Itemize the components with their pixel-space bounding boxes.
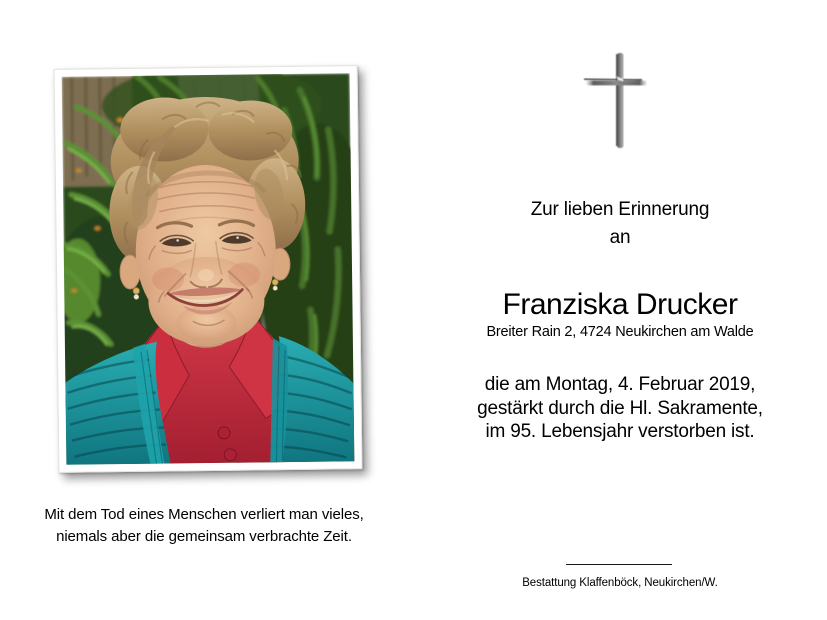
quote-line-2: niemals aber die gemeinsam verbrachte Zeit.: [56, 528, 352, 546]
death-notice: [420, 373, 820, 444]
quote-line-1: Mit dem Tod eines Menschen verliert man vieles,: [44, 506, 364, 523]
death-notice-line-1: die am Montag, 4. Februar 2019,: [484, 374, 756, 395]
portrait-photo: [62, 73, 355, 464]
remembrance-heading: [420, 196, 820, 252]
death-notice-line-2: gestärkt durch die Hl. Sakramente,: [477, 397, 763, 419]
portrait-photo-frame: [54, 65, 363, 473]
shirt-button: [218, 427, 230, 439]
cross-icon: [573, 37, 663, 152]
remembrance-line-2: an: [609, 227, 631, 248]
signature-divider: [566, 564, 672, 565]
memorial-quote: [24, 504, 384, 549]
deceased-address: Breiter Rain 2, 4724 Neukirchen am Walde: [486, 324, 754, 340]
death-notice-line-3: im 95. Lebensjahr verstorben ist.: [485, 421, 755, 442]
funeral-home-name: Bestattung Klaffenböck, Neukirchen/W.: [522, 577, 718, 589]
deceased-name: Franziska Drucker: [502, 288, 738, 321]
remembrance-line-1: Zur lieben Erinnerung: [530, 199, 710, 220]
shirt-button: [224, 449, 236, 461]
